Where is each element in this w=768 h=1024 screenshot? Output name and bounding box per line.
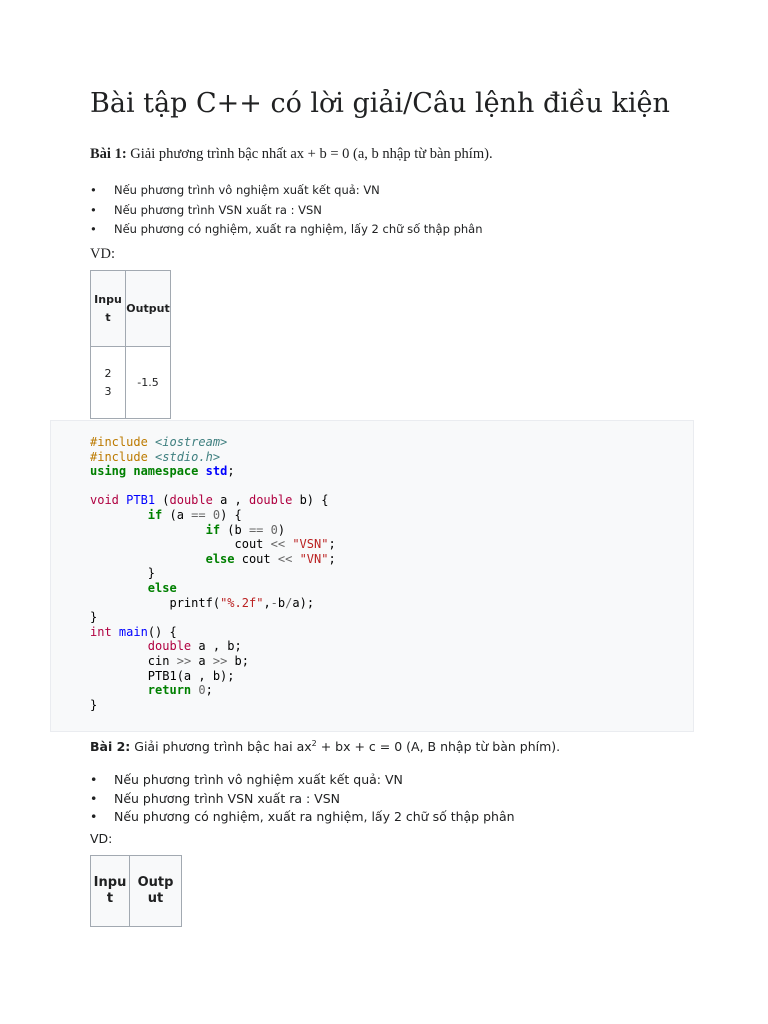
header-input: Inpu t xyxy=(91,271,126,347)
exercise-1-label: Bài 1: xyxy=(90,146,127,162)
example-label: VD: xyxy=(90,246,115,262)
list-item: • Nếu phương có nghiệm, xuất ra nghiệm, lấy 2 chữ số thập phân xyxy=(90,808,515,827)
example-label: VD: xyxy=(90,831,113,846)
header-output: Output xyxy=(126,271,171,347)
cell-output: -1.5 xyxy=(126,347,171,419)
table-header-row xyxy=(91,271,171,347)
example-table-1 xyxy=(90,270,171,419)
list-item: • Nếu phương trình vô nghiệm xuất kết quả: VN xyxy=(90,771,515,790)
header-input: Inpu t xyxy=(91,856,130,927)
exercise-1-requirements xyxy=(90,182,483,241)
exercise-2-requirements xyxy=(90,771,515,827)
code-listing: #include <iostream> #include <stdio.h> using namespace std; void PTB1 (double a , double b) { if (a == 0) { if (b == 0) cout << "VSN"; else cout << "VN"; } else printf("%.2f",-b/a); } int main() { double a , b; cin >> a >> b; PTB1(a , b); return 0; } xyxy=(90,435,336,712)
page-title: Bài tập C++ có lời giải/Câu lệnh điều kiện xyxy=(90,88,670,119)
exercise-1-text: Giải phương trình bậc nhất ax + b = 0 (a, b nhập từ bàn phím). xyxy=(126,146,493,162)
header-output: Outp ut xyxy=(130,856,182,927)
example-table-2 xyxy=(90,855,182,927)
table-row xyxy=(91,347,171,419)
list-item: • Nếu phương trình VSN xuất ra : VSN xyxy=(90,202,483,222)
table-header-row xyxy=(91,856,182,927)
list-item: • Nếu phương có nghiệm, xuất ra nghiệm, lấy 2 chữ số thập phân xyxy=(90,221,483,241)
list-item: • Nếu phương trình vô nghiệm xuất kết quả: VN xyxy=(90,182,483,202)
exercise-2-label: Bài 2: xyxy=(90,739,131,754)
list-item: • Nếu phương trình VSN xuất ra : VSN xyxy=(90,790,515,809)
cell-input: 2 3 xyxy=(91,347,126,419)
exercise-1-statement xyxy=(90,146,493,163)
exercise-2-statement: Bài 2: Giải phương trình bậc hai $ax^2$ + bx + c = 0 (A, B nhập từ bàn phím). xyxy=(90,739,561,754)
